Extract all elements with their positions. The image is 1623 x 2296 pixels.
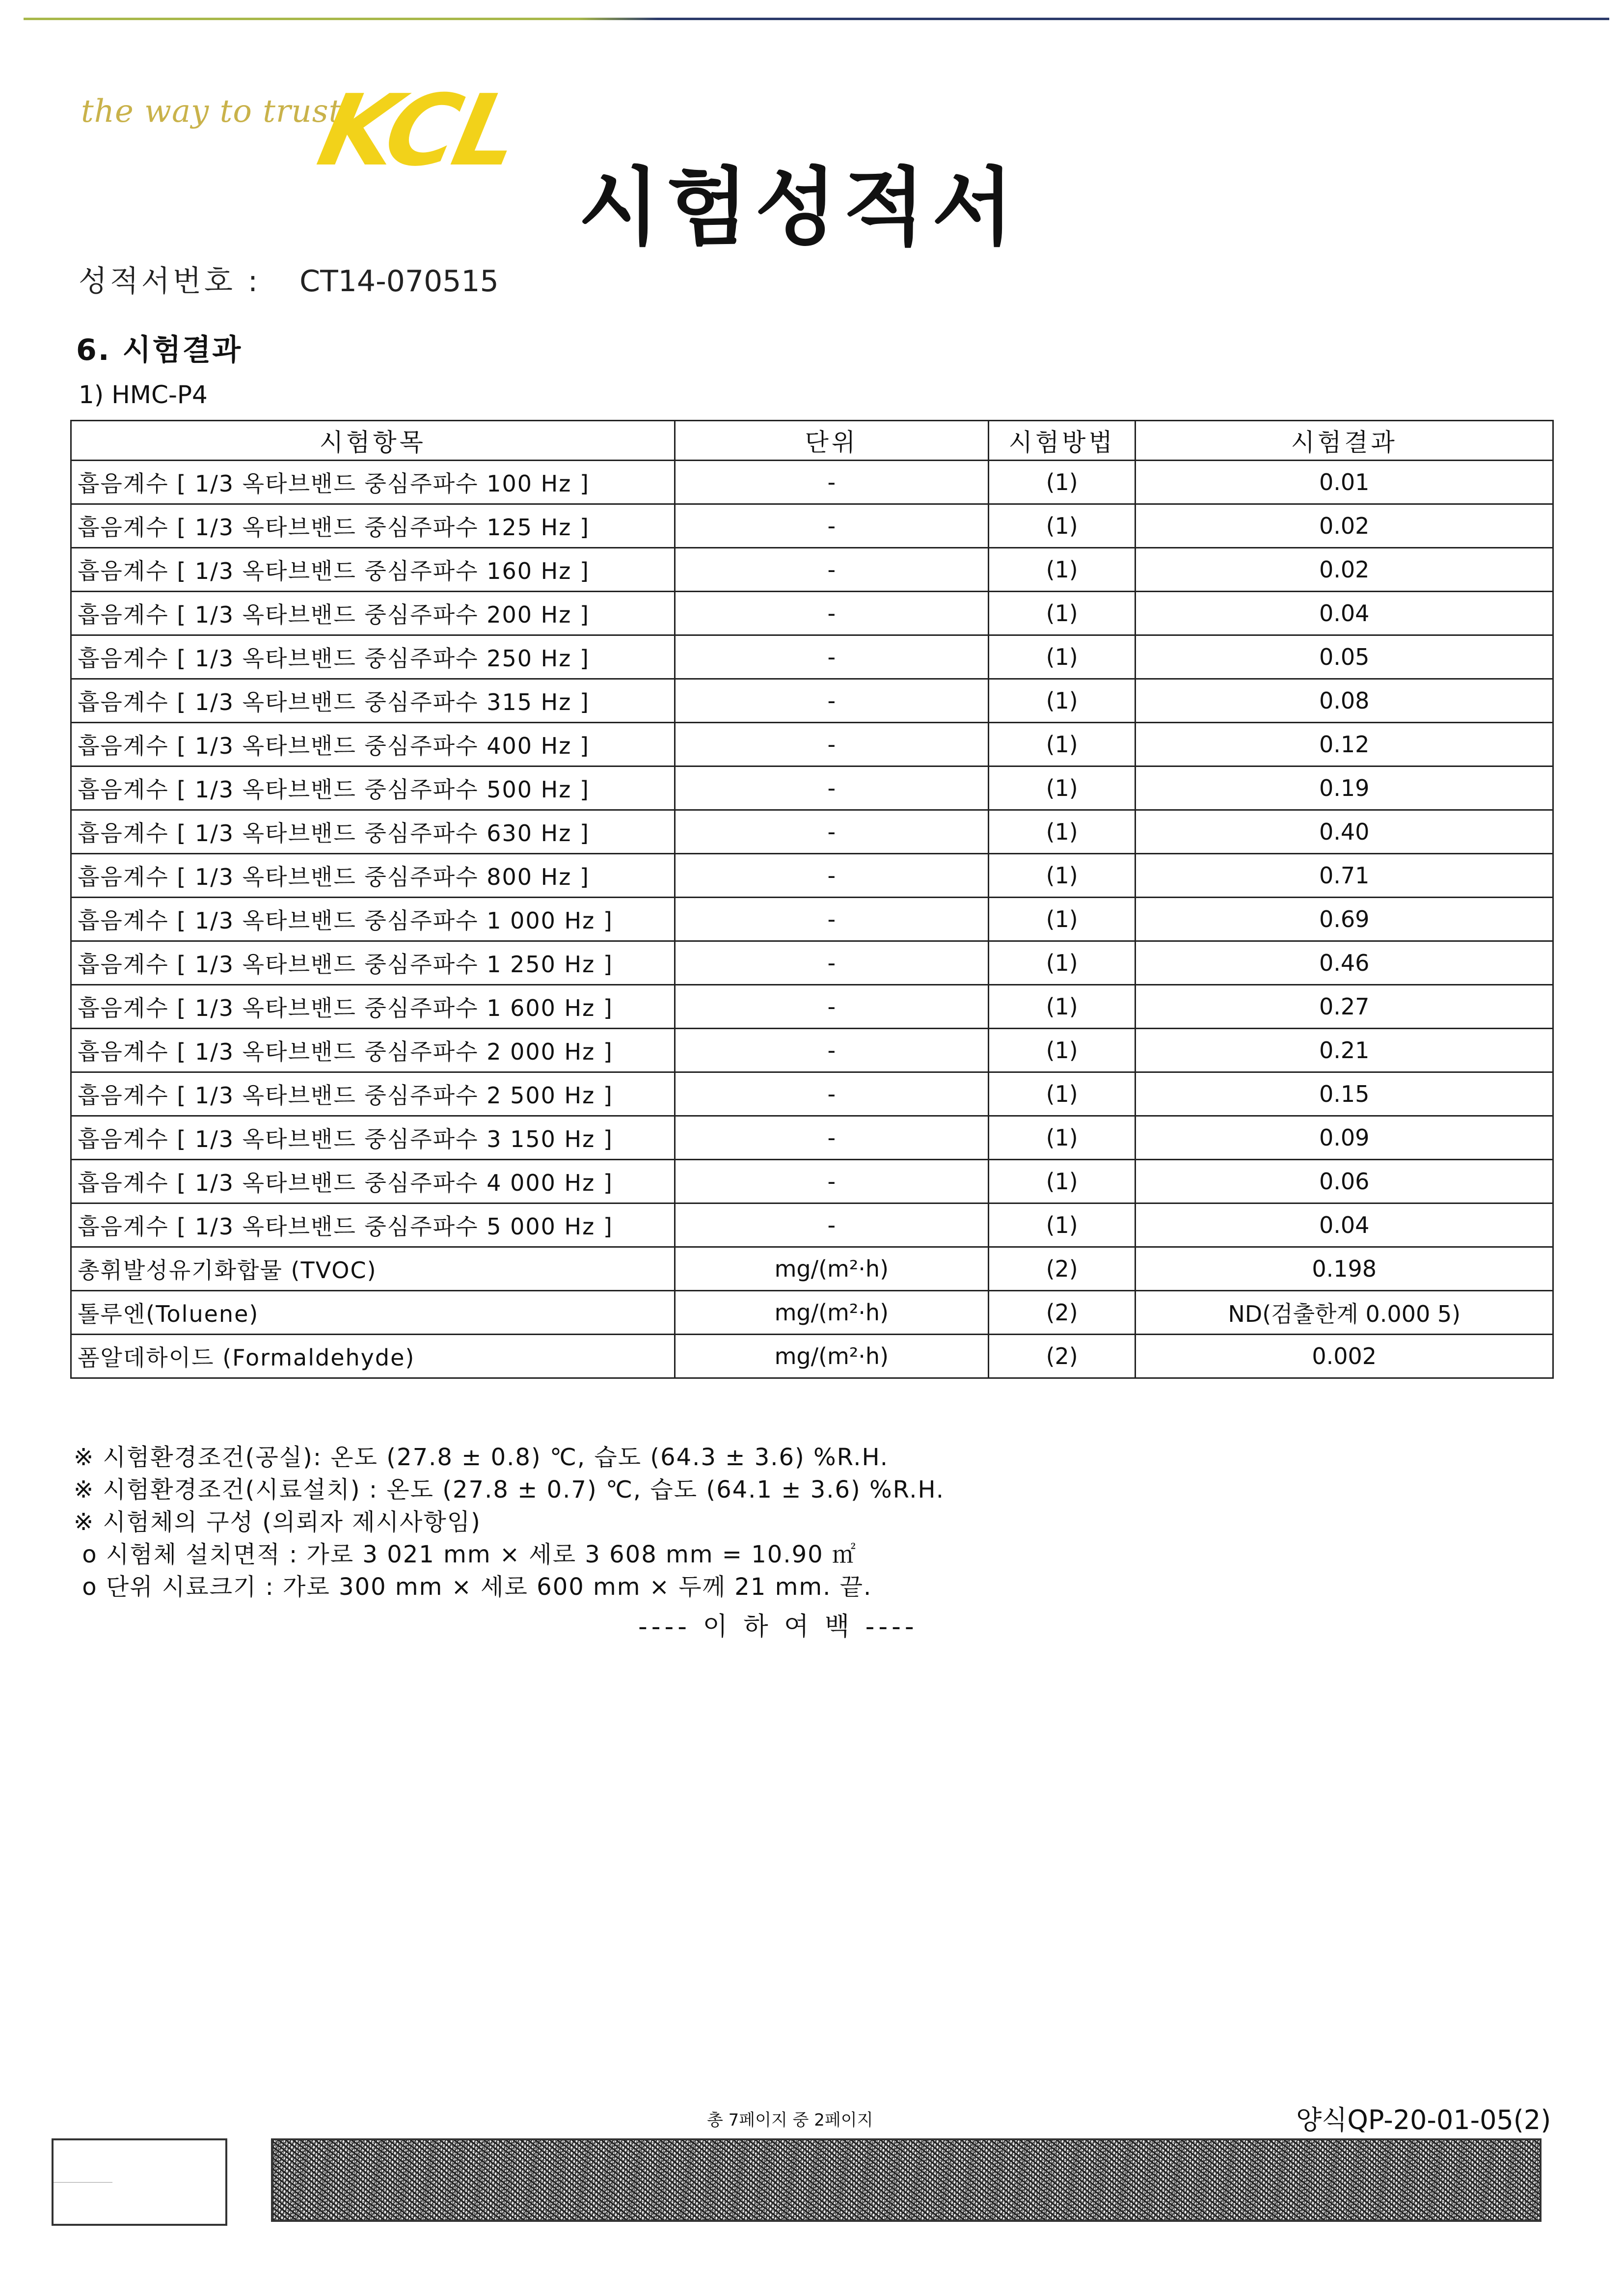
row-method: (1) <box>988 1029 1136 1072</box>
report-number-value: CT14-070515 <box>299 264 499 299</box>
end-mark: ---- 이 하 여 백 ---- <box>638 1612 918 1641</box>
row-item: 흡음계수 [ 1/3 옥타브밴드 중심주파수 500 Hz ] <box>71 766 675 810</box>
table-row <box>71 1291 1553 1335</box>
section-heading: 6. 시험결과 <box>76 333 243 367</box>
row-result: 0.46 <box>1136 941 1553 985</box>
row-item: 흡음계수 [ 1/3 옥타브밴드 중심주파수 5 000 Hz ] <box>71 1203 675 1247</box>
logo-tagline: the way to trust <box>81 93 342 130</box>
row-result: 0.02 <box>1136 504 1553 548</box>
row-item: 흡음계수 [ 1/3 옥타브밴드 중심주파수 2 000 Hz ] <box>71 1029 675 1072</box>
row-item: 흡음계수 [ 1/3 옥타브밴드 중심주파수 1 250 Hz ] <box>71 941 675 985</box>
row-method: (1) <box>988 854 1136 898</box>
row-unit: - <box>675 1160 988 1203</box>
row-method: (1) <box>988 985 1136 1029</box>
page-title: 시험성적서 <box>578 158 1021 257</box>
note-line: ※ 시험환경조건(시료설치) : 온도 (27.8 ± 0.7) ℃, 습도 (64.1 ± 3.6) %R.H. <box>74 1476 945 1503</box>
row-result: 0.05 <box>1136 635 1553 679</box>
note-line: o 시험체 설치면적 : 가로 3 021 mm × 세로 3 608 mm = 10.90 ㎡ <box>74 1541 857 1568</box>
row-result: 0.08 <box>1136 679 1553 723</box>
table-row <box>71 635 1553 679</box>
table-row <box>71 1160 1553 1203</box>
table-row <box>71 1029 1553 1072</box>
row-method: (2) <box>988 1247 1136 1291</box>
row-result: 0.21 <box>1136 1029 1553 1072</box>
row-item: 흡음계수 [ 1/3 옥타브밴드 중심주파수 1 000 Hz ] <box>71 898 675 941</box>
row-item: 흡음계수 [ 1/3 옥타브밴드 중심주파수 800 Hz ] <box>71 854 675 898</box>
table-row <box>71 810 1553 854</box>
row-result: 0.71 <box>1136 854 1553 898</box>
row-result: 0.69 <box>1136 898 1553 941</box>
table-row <box>71 592 1553 635</box>
table-header-row <box>71 421 1553 461</box>
row-item: 흡음계수 [ 1/3 옥타브밴드 중심주파수 400 Hz ] <box>71 723 675 766</box>
row-item: 흡음계수 [ 1/3 옥타브밴드 중심주파수 4 000 Hz ] <box>71 1160 675 1203</box>
row-unit: - <box>675 854 988 898</box>
row-method: (1) <box>988 461 1136 504</box>
row-item: 흡음계수 [ 1/3 옥타브밴드 중심주파수 100 Hz ] <box>71 461 675 504</box>
row-item: 흡음계수 [ 1/3 옥타브밴드 중심주파수 250 Hz ] <box>71 635 675 679</box>
table-row <box>71 1116 1553 1160</box>
row-result: 0.198 <box>1136 1247 1553 1291</box>
row-item: 흡음계수 [ 1/3 옥타브밴드 중심주파수 630 Hz ] <box>71 810 675 854</box>
row-result: 0.04 <box>1136 592 1553 635</box>
row-result: 0.04 <box>1136 1203 1553 1247</box>
row-unit: - <box>675 898 988 941</box>
note-line: ※ 시험체의 구성 (의뢰자 제시사항임) <box>74 1508 481 1536</box>
row-method: (1) <box>988 592 1136 635</box>
row-result: 0.01 <box>1136 461 1553 504</box>
row-unit: - <box>675 679 988 723</box>
table-row <box>71 1203 1553 1247</box>
report-number-label: 성적서번호 : <box>79 264 261 299</box>
table-row <box>71 1072 1553 1116</box>
table-row <box>71 941 1553 985</box>
table-row <box>71 504 1553 548</box>
row-method: (1) <box>988 635 1136 679</box>
row-method: (2) <box>988 1335 1136 1378</box>
page-indicator: 총 7페이지 중 2페이지 <box>707 2110 873 2130</box>
row-unit: - <box>675 504 988 548</box>
row-result: 0.19 <box>1136 766 1553 810</box>
table-row <box>71 766 1553 810</box>
row-unit: - <box>675 985 988 1029</box>
row-unit: - <box>675 810 988 854</box>
row-item: 흡음계수 [ 1/3 옥타브밴드 중심주파수 2 500 Hz ] <box>71 1072 675 1116</box>
row-method: (1) <box>988 810 1136 854</box>
row-method: (2) <box>988 1291 1136 1335</box>
row-item: 흡음계수 [ 1/3 옥타브밴드 중심주파수 315 Hz ] <box>71 679 675 723</box>
row-result: ND(검출한계 0.000 5) <box>1136 1291 1553 1335</box>
row-result: 0.06 <box>1136 1160 1553 1203</box>
subsection-heading: 1) HMC-P4 <box>79 381 208 409</box>
row-unit: - <box>675 1116 988 1160</box>
table-row <box>71 679 1553 723</box>
row-item: 톨루엔(Toluene) <box>71 1291 675 1335</box>
table-row <box>71 1247 1553 1291</box>
row-method: (1) <box>988 1072 1136 1116</box>
row-unit: - <box>675 1072 988 1116</box>
row-result: 0.40 <box>1136 810 1553 854</box>
form-code: 양식QP-20-01-05(2) <box>1296 2105 1551 2135</box>
table-row <box>71 1335 1553 1378</box>
table-row <box>71 898 1553 941</box>
row-unit: - <box>675 461 988 504</box>
table-row <box>71 461 1553 504</box>
row-item: 흡음계수 [ 1/3 옥타브밴드 중심주파수 160 Hz ] <box>71 548 675 592</box>
row-method: (1) <box>988 1116 1136 1160</box>
row-method: (1) <box>988 941 1136 985</box>
row-result: 0.002 <box>1136 1335 1553 1378</box>
row-unit: - <box>675 592 988 635</box>
top-rule <box>24 18 1609 20</box>
stamp-box <box>52 2138 227 2226</box>
header-method: 시험방법 <box>988 421 1136 461</box>
row-unit: - <box>675 723 988 766</box>
row-item: 흡음계수 [ 1/3 옥타브밴드 중심주파수 3 150 Hz ] <box>71 1116 675 1160</box>
row-result: 0.09 <box>1136 1116 1553 1160</box>
row-item: 흡음계수 [ 1/3 옥타브밴드 중심주파수 1 600 Hz ] <box>71 985 675 1029</box>
row-method: (1) <box>988 548 1136 592</box>
row-unit: mg/(m²·h) <box>675 1247 988 1291</box>
report-number <box>79 258 499 300</box>
row-item: 총휘발성유기화합물 (TVOC) <box>71 1247 675 1291</box>
header-unit: 단위 <box>675 421 988 461</box>
header-result: 시험결과 <box>1136 421 1553 461</box>
row-method: (1) <box>988 679 1136 723</box>
row-unit: - <box>675 635 988 679</box>
row-result: 0.02 <box>1136 548 1553 592</box>
row-item: 흡음계수 [ 1/3 옥타브밴드 중심주파수 200 Hz ] <box>71 592 675 635</box>
table-row <box>71 854 1553 898</box>
logo-brand: KCL <box>309 74 527 188</box>
row-unit: - <box>675 941 988 985</box>
results-table <box>70 420 1554 1379</box>
row-unit: mg/(m²·h) <box>675 1335 988 1378</box>
table-row <box>71 723 1553 766</box>
note-line: ※ 시험환경조건(공실): 온도 (27.8 ± 0.8) ℃, 습도 (64.3 ± 3.6) %R.H. <box>74 1444 889 1471</box>
row-unit: - <box>675 1029 988 1072</box>
row-method: (1) <box>988 1160 1136 1203</box>
row-method: (1) <box>988 766 1136 810</box>
row-unit: - <box>675 548 988 592</box>
row-method: (1) <box>988 504 1136 548</box>
row-result: 0.15 <box>1136 1072 1553 1116</box>
row-unit: mg/(m²·h) <box>675 1291 988 1335</box>
test-notes <box>74 1441 945 1603</box>
header-item: 시험항목 <box>71 421 675 461</box>
row-item: 흡음계수 [ 1/3 옥타브밴드 중심주파수 125 Hz ] <box>71 504 675 548</box>
row-unit: - <box>675 766 988 810</box>
row-method: (1) <box>988 1203 1136 1247</box>
note-line: o 단위 시료크기 : 가로 300 mm × 세로 600 mm × 두께 21 mm. 끝. <box>74 1573 872 1601</box>
table-row <box>71 548 1553 592</box>
row-unit: - <box>675 1203 988 1247</box>
row-result: 0.12 <box>1136 723 1553 766</box>
row-item: 폼알데하이드 (Formaldehyde) <box>71 1335 675 1378</box>
row-method: (1) <box>988 723 1136 766</box>
row-method: (1) <box>988 898 1136 941</box>
row-result: 0.27 <box>1136 985 1553 1029</box>
security-barcode <box>271 2138 1542 2222</box>
table-row <box>71 985 1553 1029</box>
